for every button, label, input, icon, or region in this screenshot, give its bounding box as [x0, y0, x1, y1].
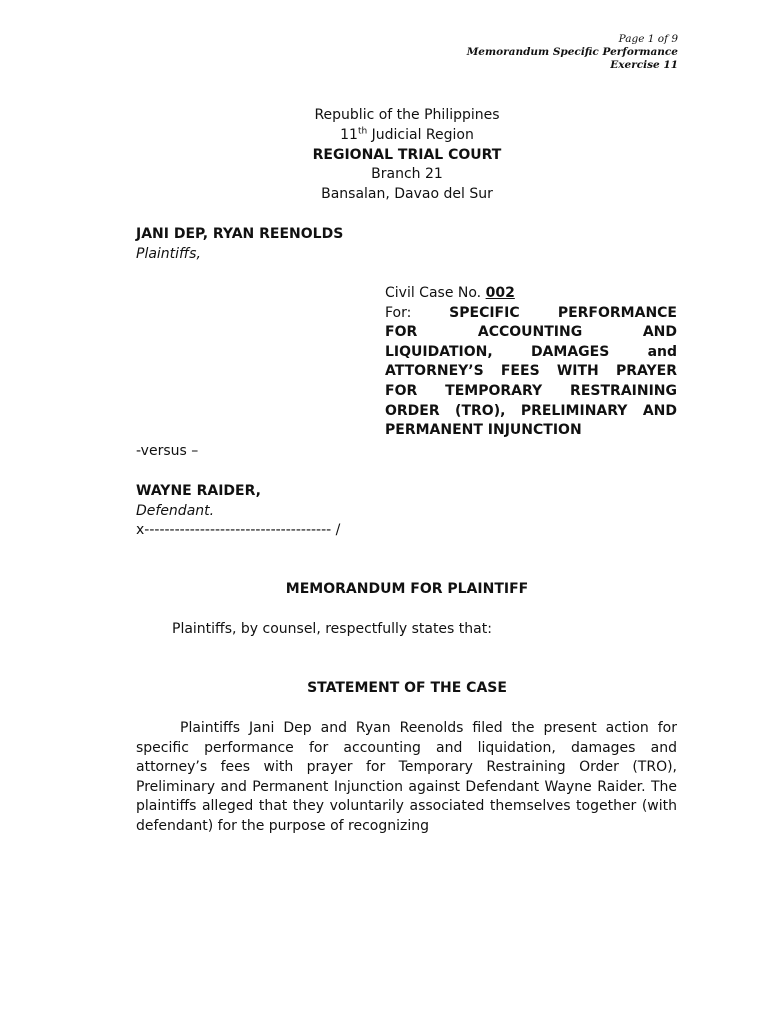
case-subject-rest: FOR ACCOUNTING AND LIQUIDATION, DAMAGES and ATTORNEY’S FEES WITH PRAYER FOR TEMPORARY RESTRAINING ORDER (TRO), PRELIMINARY AND PERMANENT INJUNCTION [385, 324, 677, 439]
opening-paragraph: Plaintiffs, by counsel, respectfully states that: [172, 621, 492, 637]
page-header [467, 33, 678, 72]
region-ordinal: th [357, 126, 368, 137]
case-number-line [385, 284, 677, 304]
case-subject [385, 304, 677, 324]
defendant-role: Defendant. [136, 502, 215, 519]
plaintiff-role: Plaintiffs, [136, 245, 201, 262]
case-subject-first: SPECIFIC PERFORMANCE [449, 304, 677, 321]
exercise-label: Exercise 11 [610, 59, 678, 71]
caption-separator: x------------------------------------- / [136, 522, 341, 538]
republic-line: Republic of the Philippines [314, 107, 500, 123]
page-number: Page 1 of 9 [618, 33, 678, 45]
document-title: Memorandum Specific Performance [466, 46, 678, 58]
memorandum-title: MEMORANDUM FOR PLAINTIFF [285, 581, 529, 597]
plaintiff-names: JANI DEP, RYAN REENOLDS [136, 226, 344, 242]
case-number: 002 [485, 285, 515, 301]
case-number-label: Civil Case No. [385, 285, 486, 301]
case-info [385, 284, 677, 441]
region-line [0, 126, 768, 146]
court-caption [0, 106, 768, 205]
statement-paragraph: Plaintiffs Jani Dep and Ryan Reenolds filed the present action for specific performance for accounting and liquidation, damages and attorney’s fees with prayer for Temporary Restraining Order (TRO), Preliminary and Permanent Injunction against Defendant Wayne Raider. The plaintiffs alleged that they voluntarily associated themselves together (with defendant) for the purpose of recognizing [136, 720, 677, 834]
defendant-block [136, 482, 261, 521]
location-line: Bansalan, Davao del Sur [321, 186, 493, 203]
branch-line: Branch 21 [371, 166, 443, 183]
region-text: Judicial Region [367, 126, 474, 143]
case-for-label: For: [385, 304, 450, 321]
region-number: 11 [340, 126, 358, 143]
statement-heading: STATEMENT OF THE CASE [307, 680, 507, 696]
plaintiffs-block [136, 225, 343, 264]
court-name: REGIONAL TRIAL COURT [312, 146, 502, 163]
defendant-name: WAYNE RAIDER, [136, 483, 261, 499]
versus-label: -versus – [136, 443, 199, 459]
